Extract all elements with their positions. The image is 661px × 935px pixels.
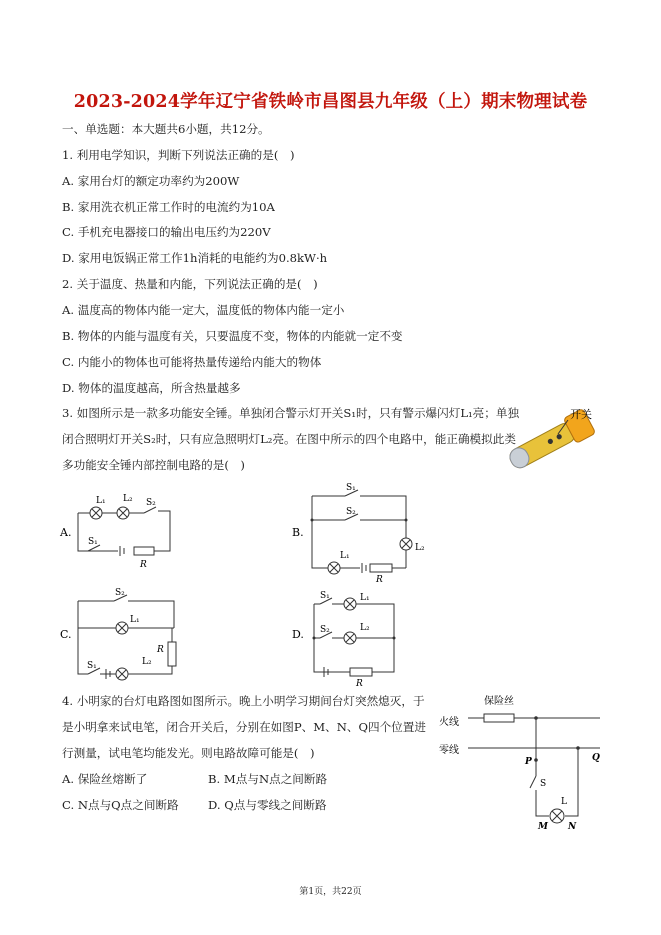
page-title: 2023-2024学年辽宁省铁岭市昌图县九年级（上）期末物理试卷 bbox=[73, 92, 588, 112]
battery bbox=[362, 563, 366, 573]
label-l: L bbox=[561, 797, 567, 807]
q1-option-b: B. 家用洗衣机正常工作时的电流约为10A bbox=[62, 200, 275, 214]
q4-stem-line2: 是小明拿来试电笔，闭合开关后，分别在如图P、M、N、Q四个位置进 bbox=[62, 720, 426, 734]
section-heading: 一、单选题：本大题共6小题，共12分。 bbox=[62, 122, 270, 136]
label-r: R bbox=[157, 645, 164, 655]
battery bbox=[120, 546, 124, 556]
label-s2: S₂ bbox=[320, 625, 330, 635]
resistor bbox=[134, 547, 154, 555]
resistor bbox=[350, 668, 372, 676]
q4-option-d: D. Q点与零线之间断路 bbox=[208, 798, 327, 812]
label-s2: S₂ bbox=[115, 588, 125, 598]
label-s: S bbox=[540, 779, 547, 789]
label-l1: L₁ bbox=[130, 615, 140, 625]
q2-option-a: A. 温度高的物体内能一定大，温度低的物体内能一定小 bbox=[62, 303, 345, 317]
circuit-d-diagram bbox=[290, 588, 420, 688]
label-r: R bbox=[376, 575, 383, 583]
label-s1: S₁ bbox=[320, 591, 330, 601]
resistor bbox=[168, 642, 176, 666]
option-a-label: A. bbox=[60, 526, 72, 539]
switch-s bbox=[530, 776, 536, 788]
label-r: R bbox=[356, 679, 363, 688]
option-c-label: C. bbox=[60, 628, 72, 641]
resistor bbox=[370, 564, 392, 572]
q2-option-c: C. 内能小的物体也可能将热量传递给内能大的物体 bbox=[62, 355, 322, 369]
label-s1: S₁ bbox=[346, 483, 356, 493]
fuse bbox=[484, 714, 514, 722]
q3-stem-line1: 3. 如图所示是一款多功能安全锤。单独闭合警示灯开关S₁时，只有警示爆闪灯L₁亮；单独 bbox=[62, 406, 520, 420]
point-n: N bbox=[568, 822, 577, 832]
safety-hammer-figure bbox=[498, 400, 608, 470]
q4-stem-line1: 4. 小明家的台灯电路图如图所示。晚上小明学习期间台灯突然熄灭，于 bbox=[62, 694, 425, 708]
q1-option-d: D. 家用电饭锅正常工作1h消耗的电能约为0.8kW·h bbox=[62, 251, 328, 265]
neutral-wire-label: 零线 bbox=[439, 745, 459, 756]
live-wire-label: 火线 bbox=[439, 717, 459, 728]
point-q: Q bbox=[592, 753, 600, 763]
label-l1: L₁ bbox=[96, 496, 106, 506]
q2-option-d: D. 物体的温度越高，所含热量越多 bbox=[62, 381, 241, 395]
label-l2: L₂ bbox=[415, 543, 425, 553]
label-s2: S₂ bbox=[346, 507, 356, 517]
q3-stem-line2: 闭合照明灯开关S₂时，只有应急照明灯L₂亮。在图中所示的四个电路中，能正确模拟此类 bbox=[62, 432, 516, 446]
q2-option-b: B. 物体的内能与温度有关，只要温度不变，物体的内能就一定不变 bbox=[62, 329, 403, 343]
circuit-c-diagram bbox=[58, 586, 188, 686]
hammer-switch-label: 开关 bbox=[570, 408, 592, 421]
q4-option-c: C. N点与Q点之间断路 bbox=[62, 798, 179, 812]
label-s1: S₁ bbox=[88, 537, 98, 547]
q4-option-a: A. 保险丝熔断了 bbox=[62, 772, 148, 786]
label-s1: S₁ bbox=[87, 661, 97, 671]
option-b-label: B. bbox=[292, 526, 304, 539]
label-l2: L₂ bbox=[142, 657, 152, 667]
label-l2: L₂ bbox=[360, 623, 370, 633]
q1-option-a: A. 家用台灯的额定功率约为200W bbox=[62, 174, 240, 188]
label-l2: L₂ bbox=[123, 494, 133, 504]
q1-option-c: C. 手机充电器接口的输出电压约为220V bbox=[62, 225, 271, 239]
label-r: R bbox=[140, 560, 147, 570]
page-footer: 第1页，共22页 bbox=[299, 887, 362, 897]
label-l1: L₁ bbox=[340, 551, 350, 561]
option-d-label: D. bbox=[292, 628, 304, 641]
circuit-b-diagram bbox=[290, 478, 435, 583]
q4-stem-line3: 行测量，试电笔均能发光。则电路故障可能是( ) bbox=[62, 746, 315, 760]
q4-option-b: B. M点与N点之间断路 bbox=[208, 772, 328, 786]
point-m: M bbox=[538, 822, 548, 832]
circuit-a-diagram bbox=[58, 488, 188, 573]
q3-stem-line3: 多功能安全锤内部控制电路的是( ) bbox=[62, 458, 245, 472]
household-circuit-diagram bbox=[436, 688, 608, 833]
q2-stem: 2. 关于温度、热量和内能，下列说法正确的是( ) bbox=[62, 277, 318, 291]
q1-stem: 1. 利用电学知识，判断下列说法正确的是( ) bbox=[62, 148, 295, 162]
fuse-label: 保险丝 bbox=[484, 696, 514, 707]
point-p: P bbox=[525, 757, 532, 767]
label-s2: S₂ bbox=[146, 498, 156, 508]
label-l1: L₁ bbox=[360, 593, 370, 603]
